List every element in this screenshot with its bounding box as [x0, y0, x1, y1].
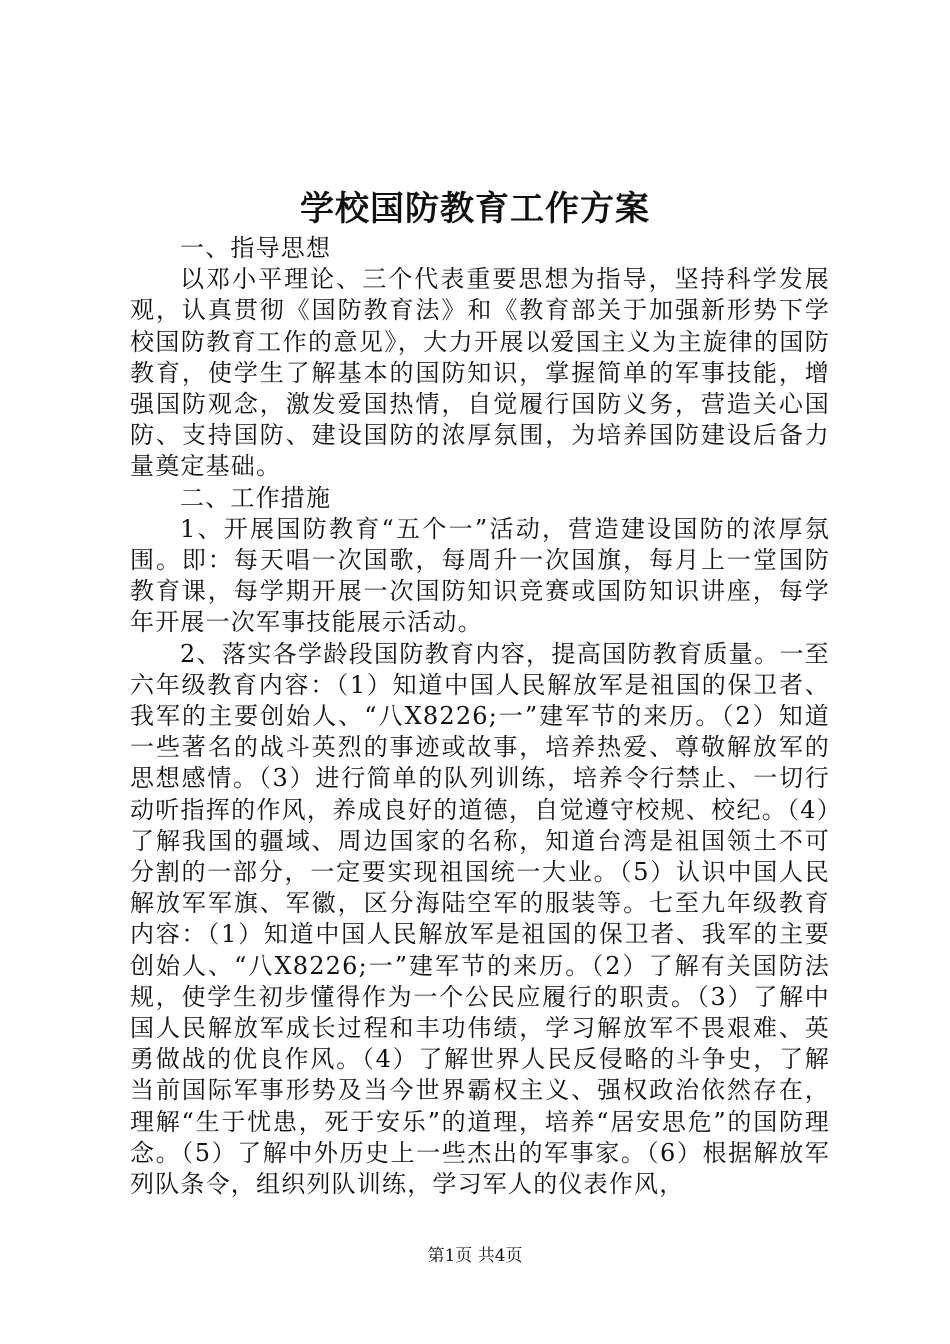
document-body [130, 233, 830, 1200]
page-footer: 第1页 共4页 [427, 1246, 523, 1266]
section-heading-work-measures: 二、工作措施 [180, 483, 332, 512]
paragraph-measure-1: 1、开展国防教育“五个一”活动，营造建设国防的浓厚氛围。即：每天唱一次国歌，每周升一次国旗，每月上一堂国防教育课，每学期开展一次国防知识竞赛或国防知识讲座，每学年开展一次军事技能展示活动。 [130, 514, 830, 637]
paragraph-guiding-ideology: 以邓小平理论、三个代表重要思想为指导，坚持科学发展观，认真贯彻《国防教育法》和《教育部关于加强新形势下学校国防教育工作的意见》，大力开展以爱国主义为主旋律的国防教育，使学生了解基本的国防知识，掌握简单的军事技能，增强国防观念，激发爱国热情，自觉履行国防义务，营造关心国防、支持国防、建设国防的浓厚氛围，为培养国防建设后备力量奠定基础。 [130, 265, 830, 481]
document-title: 学校国防教育工作方案 [300, 189, 650, 229]
section-heading-guiding-ideology: 一、指导思想 [180, 234, 332, 262]
paragraph-measure-2: 2、落实各学龄段国防教育内容，提高国防教育质量。一至六年级教育内容：（1）知道中国人民解放军是祖国的保卫者、我军的主要创始人、“八X8226;一”建军节的来历。（2）知道一些著名的战斗英烈的事迹或故事，培养热爱、尊敬解放军的思想感情。（3）进行简单的队列训练，培养令行禁止、一切行动听指挥的作风，养成良好的道德，自觉遵守校规、校纪。（4）了解我国的疆域、周边国家的名称，知道台湾是祖国领土不可分割的一部分，一定要实现祖国统一大业。（5）认识中国人民解放军军旗、军徽，区分海陆空军的服装等。七至九年级教育内容：（1）知道中国人民解放军是祖国的保卫者、我军的主要创始人、“八X8226;一”建军节的来历。（2）了解有关国防法规，使学生初步懂得作为一个公民应履行的职责。（3）了解中国人民解放军成长过程和丰功伟绩，学习解放军不畏艰难、英勇做战的优良作风。（4）了解世界人民反侵略的斗争史，了解当前国际军事形势及当今世界霸权主义、强权政治依然存在，理解“生于忧患，死于安乐”的道理，培养“居安思危”的国防理念。（5）了解中外历史上一些杰出的军事家。（6）根据解放军列队条令，组织列队训练，学习军人的仪表作风， [130, 639, 830, 1199]
